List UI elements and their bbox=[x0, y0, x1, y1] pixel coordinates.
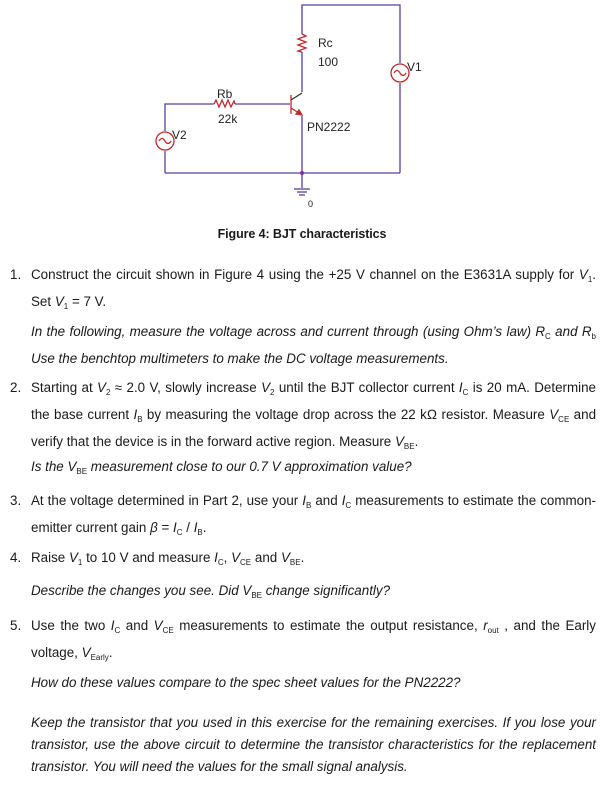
step-number: 3. bbox=[10, 493, 22, 508]
step-1-text: Construct the circuit shown in Figure 4 using the +25 V channel on the E3631A supply for $V_1$. Set $V_1 = 7$ V. bbox=[31, 267, 596, 311]
step-number: 5. bbox=[10, 618, 22, 633]
rc-value: 100 bbox=[318, 55, 339, 69]
ground-icon bbox=[294, 189, 310, 195]
rb-value: 22k bbox=[218, 112, 238, 126]
step-number: 2. bbox=[10, 380, 22, 395]
bjt-circuit-diagram bbox=[0, 0, 604, 215]
v2-label: V2 bbox=[172, 128, 187, 142]
figure-caption: Figure 4: BJT characteristics bbox=[217, 227, 387, 241]
rb-label: Rb bbox=[217, 87, 233, 101]
step-number: 1. bbox=[10, 267, 22, 282]
step-2-note: Is the $V_{BE}$ measurement close to our 0.7 V approximation value? bbox=[31, 459, 412, 476]
step-2-text: Starting at $V_2 \approx 2.0$ V, slowly increase $V_2$ until the BJT collector current $I_C$ is 20 mA. Determine the base current $I_B$ by measuring the voltage drop across the 22 kΩ resistor. Measure $V_{CE}$ and verify that the device is in the forward active region. Measure $V_{BE}$. bbox=[31, 380, 597, 451]
step-4-note: Describe the changes you see. Did $V_{BE}$ change significantly? bbox=[31, 583, 391, 600]
ground-label: 0 bbox=[308, 199, 314, 209]
wires bbox=[165, 5, 400, 188]
closing-note: Keep the transistor that you used in this exercise for the remaining exercises. If you lose your transistor, use the above circuit to determine the transistor characteristics for the replacement transistor. You will need the values for the small signal analysis. bbox=[31, 715, 596, 774]
npn-transistor-icon bbox=[291, 93, 302, 115]
transistor-model: PN2222 bbox=[307, 120, 351, 134]
step-1-note: In the following, measure the voltage across and current through (using Ohm’s law) $R_C$ and $R_b$ Use the benchtop multimeters to make the DC voltage measurements. bbox=[31, 324, 596, 366]
rb-resistor-icon bbox=[214, 100, 235, 107]
rc-resistor-icon bbox=[298, 34, 306, 52]
v1-label: V1 bbox=[407, 60, 422, 74]
step-4-text: Raise $V_1$ to 10 V and measure $I_C$, $V_{CE}$ and $V_{BE}$. bbox=[31, 550, 305, 567]
rc-label: Rc bbox=[318, 36, 333, 50]
junction-dot bbox=[300, 171, 304, 175]
step-5-note: How do these values compare to the spec sheet values for the PN2222? bbox=[31, 675, 461, 690]
step-number: 4. bbox=[10, 550, 22, 565]
step-3-text: At the voltage determined in Part 2, use your $I_B$ and $I_C$ measurements to estimate the common-emitter current gain $\beta = I_C / I_B$. bbox=[31, 493, 596, 537]
step-5-text: Use the two $I_C$ and $V_{CE}$ measurements to estimate the output resistance, $r_{out}$ , and the Early voltage, $V_{Early}$. bbox=[31, 618, 596, 662]
